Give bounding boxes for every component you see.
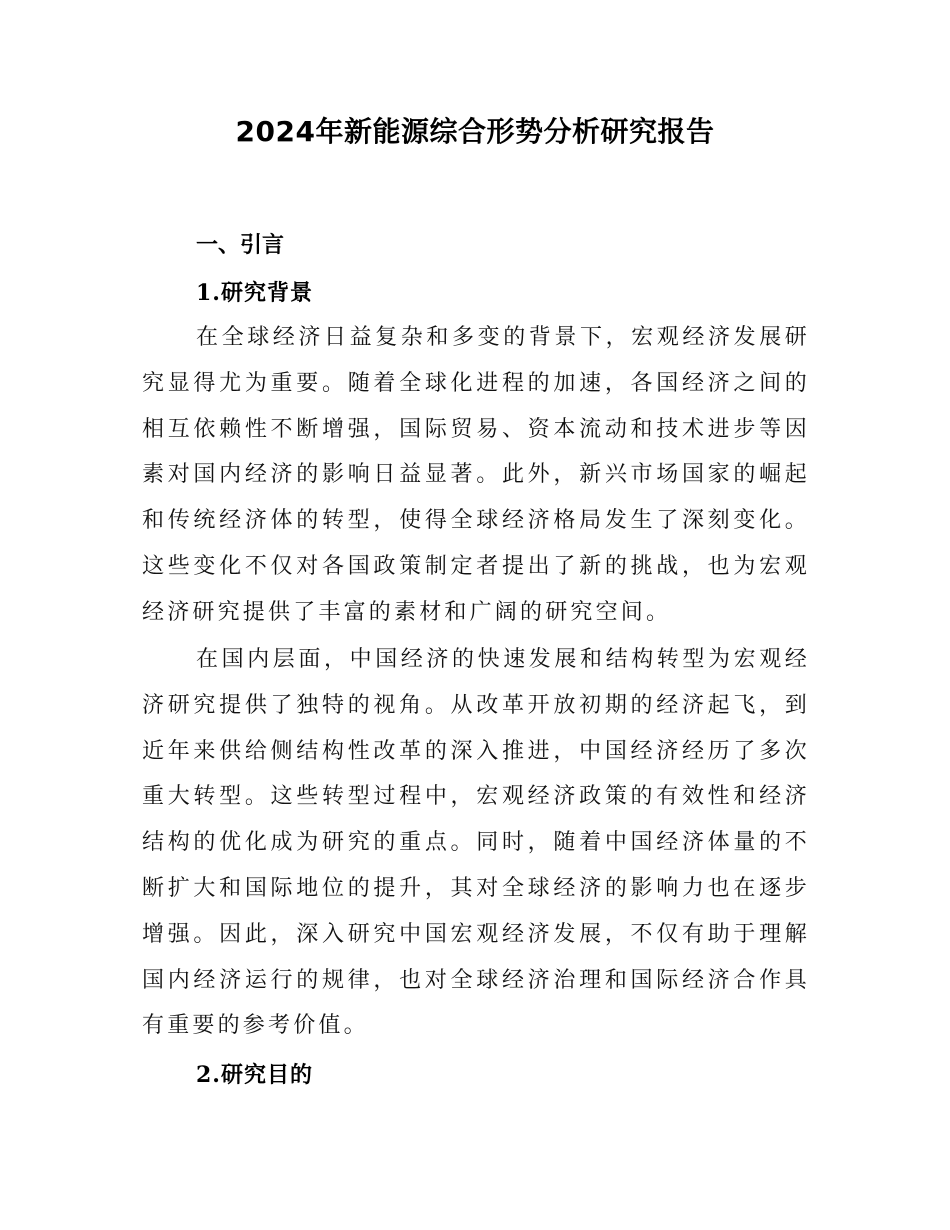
document-title: 2024年新能源综合形势分析研究报告 [235,115,715,148]
subsection-heading-research-background: 1.研究背景 [196,280,313,306]
subsection-heading-research-purpose: 2.研究目的 [196,1062,313,1088]
paragraph-global-context: 在全球经济日益复杂和多变的背景下，宏观经济发展研究显得尤为重要。随着全球化进程的加速，各国经济之间的相互依赖性不断增强，国际贸易、资本流动和技术进步等因素对国内经济的影响日益显著。此外，新兴市场国家的崛起和传统经济体的转型，使得全球经济格局发生了深刻变化。这些变化不仅对各国政策制定者提出了新的挑战，也为宏观经济研究提供了丰富的素材和广阔的研究空间。 [142,325,810,625]
section-heading-introduction: 一、引言 [196,233,285,258]
paragraph-domestic-context: 在国内层面，中国经济的快速发展和结构转型为宏观经济研究提供了独特的视角。从改革开放初期的经济起飞，到近年来供给侧结构性改革的深入推进，中国经济经历了多次重大转型。这些转型过程中，宏观经济政策的有效性和经济结构的优化成为研究的重点。同时，随着中国经济体量的不断扩大和国际地位的提升，其对全球经济的影响力也在逐步增强。因此，深入研究中国宏观经济发展，不仅有助于理解国内经济运行的规律，也对全球经济治理和国际经济合作具有重要的参考价值。 [142,647,810,1039]
